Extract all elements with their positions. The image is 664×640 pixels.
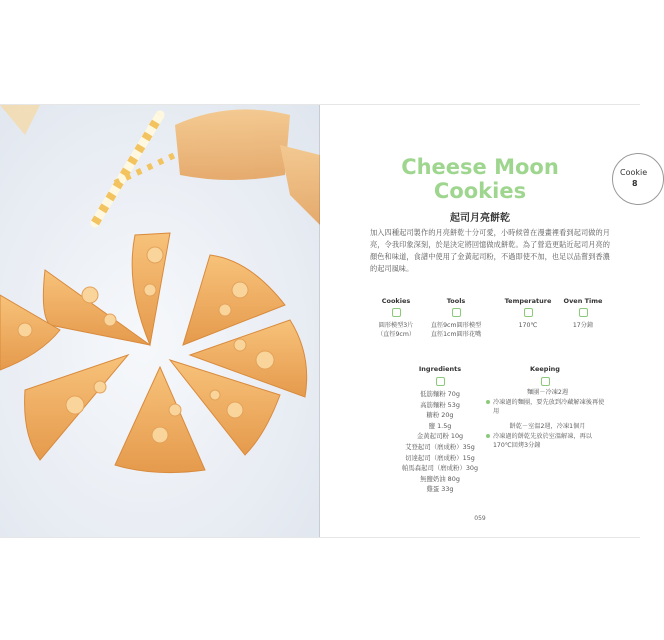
info-oven-time-head: Oven Time xyxy=(563,297,603,305)
keeping-section xyxy=(485,388,610,456)
ingredient-item: 高筋麵粉 53g xyxy=(420,400,460,409)
info-temperature xyxy=(498,297,558,330)
intro-paragraph: 加入四種起司製作的月亮餅乾十分可愛，小時候曾在漫畫裡看到起司做的月亮，令我印象深刻，於是決定將回憶做成餅乾。為了營造更貼近起司月亮的顏色和味道，食譜中使用了金黃起司粉，不過即使不加，也足以品嘗到香濃的起司風味。 xyxy=(370,228,610,273)
keeping-cookie-title: 餅乾－室溫2週，冷凍1個月 xyxy=(509,423,586,430)
bullet-icon xyxy=(486,400,490,404)
ingredient-item: 無鹽奶油 80g xyxy=(420,474,460,483)
timer-icon xyxy=(579,308,588,317)
ingredients-head: Ingredients xyxy=(418,365,462,373)
keeping-cookie-note-text: 冷凍過的餅乾先放於室溫解凍，再以170℃回烤3分鐘 xyxy=(493,433,592,449)
storage-icon xyxy=(541,377,550,386)
info-oven-time-value: 17分鐘 xyxy=(572,322,594,329)
ingredient-item: 雞蛋 33g xyxy=(426,485,454,494)
ingredient-item: 糖粉 20g xyxy=(426,411,454,420)
info-cookies-head: Cookies xyxy=(381,297,411,305)
recipe-info-row xyxy=(376,297,603,357)
info-tools-value-1: 直徑9cm圓形模型 xyxy=(430,322,482,329)
title-zh: 起司月亮餅乾 xyxy=(450,213,510,224)
info-temperature-head: Temperature xyxy=(504,297,552,305)
ingredient-item: 鹽 1.5g xyxy=(428,421,452,430)
info-cookies xyxy=(366,297,426,339)
info-tools-head: Tools xyxy=(446,297,466,305)
chapter-tab-number: 8 xyxy=(632,179,638,188)
title-en-line2: Cookies xyxy=(433,179,527,203)
recipe-page xyxy=(320,105,648,537)
book-spread xyxy=(0,104,648,538)
info-tools xyxy=(426,297,486,339)
ingredient-item: 帕馬森起司（磨成粉）30g xyxy=(401,464,479,473)
bullet-icon xyxy=(486,434,490,438)
tools-icon xyxy=(452,308,461,317)
keeping-cookie-note xyxy=(485,432,610,450)
ingredient-item: 艾登起司（磨成粉）35g xyxy=(405,442,475,451)
keeping-head: Keeping xyxy=(530,365,560,373)
ingredient-item: 金黃起司粉 10g xyxy=(416,432,464,441)
ingredient-item: 切達起司（磨成粉）15g xyxy=(405,453,475,462)
cheese-cookies-illustration xyxy=(0,105,320,537)
cookie-icon xyxy=(392,308,401,317)
keeping-dough-title: 麵團－冷凍2週 xyxy=(526,389,569,396)
page-number: 059 xyxy=(474,515,486,522)
cookie-photo xyxy=(0,105,320,537)
ingredients-list xyxy=(380,389,500,495)
chapter-tab-label: Cookie xyxy=(620,168,648,177)
ingredient-item: 低筋麵粉 70g xyxy=(420,390,460,398)
keeping-dough-note-text: 冷凍過的麵團，要先放到冷藏解凍後再使用 xyxy=(493,399,605,415)
info-tools-value-2: 直徑1cm圓形花嘴 xyxy=(430,331,482,338)
bowl-icon xyxy=(436,377,445,386)
info-cookies-value-2: （直徑9cm） xyxy=(376,331,416,338)
info-temperature-value: 170℃ xyxy=(518,322,538,329)
title-en-line1: Cheese Moon xyxy=(401,155,559,179)
info-oven-time xyxy=(553,297,613,330)
thermometer-icon xyxy=(524,308,533,317)
keeping-dough-note xyxy=(485,398,610,416)
info-cookies-value-1: 圓形模型3片 xyxy=(378,322,414,329)
